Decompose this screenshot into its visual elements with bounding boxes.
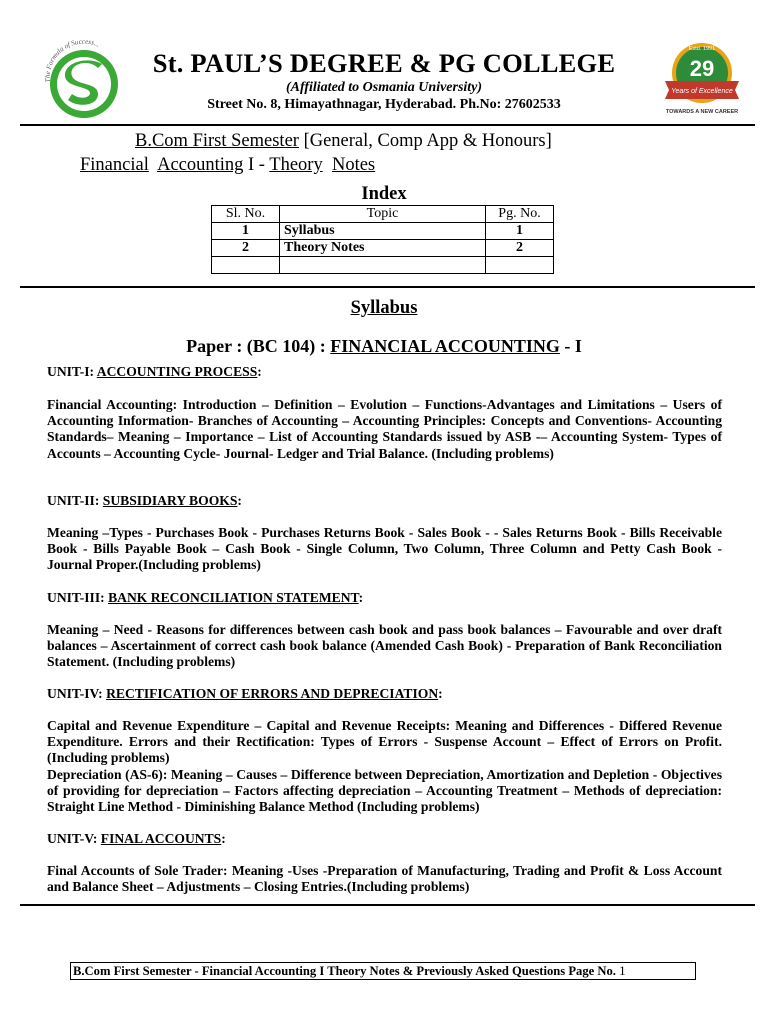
unit-description: Meaning –Types - Purchases Book - Purchases Returns Book - Sales Book - - Sales Returns Book - Bills Receivable Book - Bills Payable Book – Cash Book - Single Column, Two Column, Three Column and Petty Cash Book - Journal Proper.(Including problems): [47, 525, 722, 573]
unit-colon: :: [438, 686, 443, 701]
table-cell: Theory Notes: [280, 240, 486, 257]
unit-label: UNIT-I:: [47, 364, 97, 379]
unit-heading: [47, 364, 262, 380]
unit-title: SUBSIDIARY BOOKS: [102, 493, 238, 508]
unit-title: RECTIFICATION OF ERRORS AND DEPRECIATION: [106, 686, 439, 701]
affiliation: (Affiliated to Osmania University): [285, 80, 483, 95]
paper-name: FINANCIAL ACCOUNTING: [330, 336, 560, 356]
table-header: Sl. No.: [212, 206, 280, 223]
table-row: [212, 240, 554, 257]
logo-left-tagline: The Formula of Success...: [43, 38, 101, 83]
paper-title: [0, 336, 768, 357]
unit-colon: :: [221, 831, 226, 846]
unit-label: UNIT-II:: [47, 493, 103, 508]
index-table: [211, 205, 554, 274]
page-number: 1: [619, 963, 626, 978]
badge-ribbon-text: Years of Excellence: [671, 88, 733, 95]
footer-text: B.Com First Semester - Financial Accounting I Theory Notes & Previously Asked Questions Page No.: [73, 964, 620, 978]
address: Street No. 8, Himayathnagar, Hyderabad. Ph.No: 27602533: [207, 97, 561, 112]
unit-heading: [47, 590, 363, 606]
table-cell: 1: [212, 223, 280, 240]
subject-word: I -: [243, 155, 270, 175]
table-cell: 2: [486, 240, 554, 257]
subject-title: [80, 155, 375, 176]
course-title: [135, 131, 552, 152]
footer-divider: [20, 904, 755, 906]
unit-colon: :: [237, 493, 242, 508]
unit-description: Meaning – Need - Reasons for differences between cash book and pass book balances – Favourable and over draft balances – Ascertainment of correct cash book balance (Amended Cash Book) - Preparation of Bank Reconciliation Statement. (Including problems): [47, 622, 722, 670]
unit-heading: [47, 493, 242, 509]
unit-heading: [47, 686, 443, 702]
table-row: [212, 257, 554, 274]
paper-code: Paper : (BC 104) :: [186, 336, 331, 356]
paper-suffix: - I: [559, 336, 582, 356]
badge-estd-text: Estd. 1991: [688, 46, 716, 52]
unit-colon: :: [257, 364, 262, 379]
unit-label: UNIT-V:: [47, 831, 101, 846]
index-title: Index: [361, 184, 407, 204]
unit-title: BANK RECONCILIATION STATEMENT: [108, 590, 359, 605]
course-streams: [General, Comp App & Honours]: [298, 131, 552, 151]
table-cell: Syllabus: [280, 223, 486, 240]
course-name: B.Com First Semester: [135, 131, 299, 151]
subject-word: Financial: [80, 155, 149, 175]
unit-title: ACCOUNTING PROCESS: [96, 364, 258, 379]
table-cell: [212, 257, 280, 274]
page-footer: [70, 962, 696, 980]
syllabus-heading: Syllabus: [350, 298, 418, 318]
badge-number: 29: [689, 56, 715, 81]
subject-word: Notes: [331, 155, 376, 175]
subject-word: Accounting: [157, 155, 244, 175]
table-cell: 2: [212, 240, 280, 257]
unit-label: UNIT-III:: [47, 590, 109, 605]
table-cell: [280, 257, 486, 274]
table-row: [212, 223, 554, 240]
table-cell: [486, 257, 554, 274]
unit-description: Depreciation (AS-6): Meaning – Causes – Difference between Depreciation, Amortization and Depletion - Objectives of providing for depreciation – Factors affecting depreciation – Accounting Treatment – Methods of depreciation: Straight Line Method - Diminishing Balance Method (Including problems): [47, 767, 722, 815]
header-divider: [20, 124, 755, 126]
subject-word: Theory: [269, 155, 323, 175]
badge-tagline: TOWARDS A NEW CAREER: [665, 109, 739, 115]
section-divider: [20, 286, 755, 288]
unit-description: Final Accounts of Sole Trader: Meaning -Uses -Preparation of Manufacturing, Trading and Profit & Loss Account and Balance Sheet – Adjustments – Closing Entries.(Including problems): [47, 863, 722, 895]
unit-heading: [47, 831, 226, 847]
table-cell: 1: [486, 223, 554, 240]
table-header: Pg. No.: [486, 206, 554, 223]
unit-label: UNIT-IV:: [47, 686, 107, 701]
unit-description: Financial Accounting: Introduction – Definition – Evolution – Functions-Advantages and Limitations – Users of Accounting Information- Branches of Accounting – Accounting Principles: Concepts and Conventions- Accounting Standards– Meaning – Importance – List of Accounting Standards issued by ASB -– Accounting System- Types of Accounts – Accounting Cycle- Journal- Ledger and Trial Balance. (Including problems): [47, 397, 722, 461]
unit-colon: :: [358, 590, 364, 605]
unit-title: FINAL ACCOUNTS: [100, 831, 222, 846]
college-name: St. PAUL’S DEGREE & PG COLLEGE: [152, 48, 616, 78]
table-header: Topic: [280, 206, 486, 223]
unit-description: Capital and Revenue Expenditure – Capital and Revenue Receipts: Meaning and Differences - Differed Revenue Expenditure. Errors and their Rectification: Types of Errors - Suspense Account – Effect of Errors on Profit. (Including problems): [47, 718, 722, 766]
table-header-row: [212, 206, 554, 223]
